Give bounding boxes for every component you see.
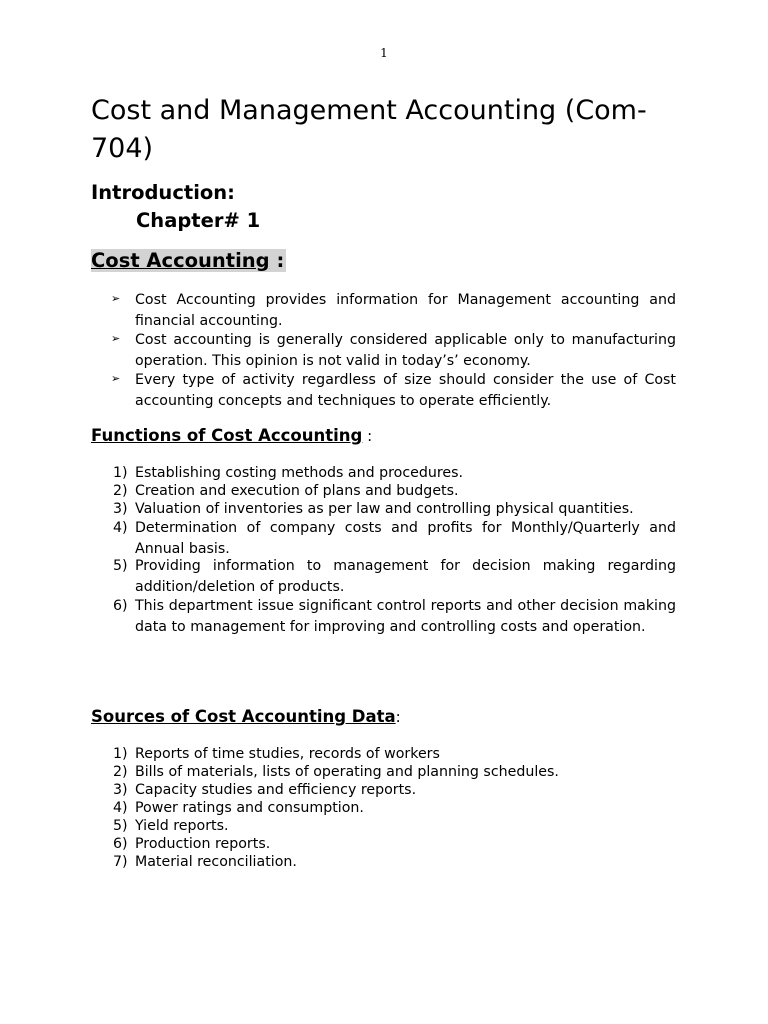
introduction-heading: Introduction: [91, 181, 235, 204]
list-marker: 6) [113, 836, 128, 852]
list-item-text: Providing information to management for decision making regarding addition/deletion of products. [135, 558, 676, 595]
document-title: Cost and Management Accounting (Com-704) [91, 95, 647, 164]
list-item-text: Power ratings and consumption. [135, 800, 364, 816]
list-marker: 1) [113, 746, 128, 762]
chapter-heading: Chapter# 1 [136, 209, 261, 232]
bullet-arrow-icon: ➢ [111, 332, 121, 345]
list-marker: 6) [113, 598, 128, 614]
list-marker: 1) [113, 465, 128, 481]
functions-heading-suffix: : [362, 427, 373, 445]
list-item-text: Creation and execution of plans and budgets. [135, 483, 459, 499]
bullet-text: Cost Accounting provides information for Management accounting and financial accounting. [135, 292, 676, 329]
bullet-arrow-icon: ➢ [111, 372, 121, 385]
bullet-arrow-icon: ➢ [111, 292, 121, 305]
list-item-text: Yield reports. [135, 818, 229, 834]
list-item-text: Capacity studies and efficiency reports. [135, 782, 417, 798]
list-item-text: Bills of materials, lists of operating and planning schedules. [135, 764, 559, 780]
sources-heading [91, 707, 401, 726]
list-item-text: Valuation of inventories as per law and controlling physical quantities. [135, 501, 634, 517]
bullet-text: Cost accounting is generally considered applicable only to manufacturing operation. This opinion is not valid in today’s’ economy. [135, 332, 676, 369]
cost-accounting-heading [91, 249, 286, 272]
functions-heading [91, 426, 372, 445]
list-marker: 2) [113, 483, 128, 499]
sources-heading-suffix: : [395, 708, 401, 726]
list-marker: 2) [113, 764, 128, 780]
list-marker: 5) [113, 558, 128, 574]
list-marker: 3) [113, 782, 128, 798]
functions-heading-text: Functions of Cost Accounting [91, 426, 363, 445]
list-item-text: Establishing costing methods and procedures. [135, 465, 463, 481]
page-number: 1 [380, 46, 388, 60]
cost-accounting-heading-text: Cost Accounting [91, 249, 270, 272]
list-item-text: Material reconciliation. [135, 854, 297, 870]
list-item-text: Determination of company costs and profits for Monthly/Quarterly and Annual basis. [135, 520, 676, 557]
list-marker: 4) [113, 520, 128, 536]
list-marker: 3) [113, 501, 128, 517]
list-marker: 5) [113, 818, 128, 834]
list-item-text: Reports of time studies, records of workers [135, 746, 440, 762]
bullet-text: Every type of activity regardless of size should consider the use of Cost accounting concepts and techniques to operate efficiently. [135, 372, 676, 409]
list-item-text: This department issue significant control reports and other decision making data to management for improving and controlling costs and operation. [135, 598, 676, 635]
list-item-text: Production reports. [135, 836, 271, 852]
list-marker: 4) [113, 800, 128, 816]
list-marker: 7) [113, 854, 128, 870]
sources-heading-text: Sources of Cost Accounting Data [91, 707, 396, 726]
cost-accounting-heading-suffix: : [269, 249, 285, 272]
